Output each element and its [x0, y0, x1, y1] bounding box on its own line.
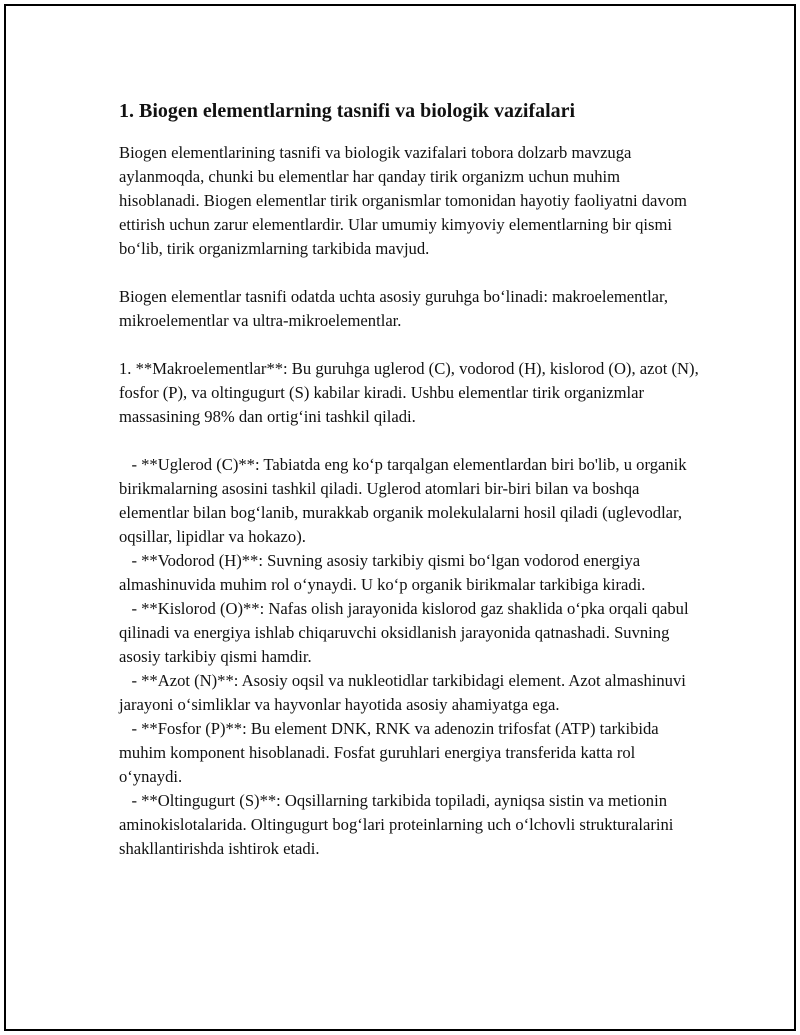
- macroelements-paragraph: 1. **Makroelementlar**: Bu guruhga uglerod (C), vodorod (H), kislorod (O), azot (N), fosfor (P), va oltingugurt (S) kabilar kiradi. Ushbu elementlar tirik organizmlar massasining 98% dan ortig‘ini tashkil qiladi.: [119, 359, 703, 426]
- paragraph-gap: [119, 333, 699, 357]
- list-item-phosphorus: - **Fosfor (P)**: Bu element DNK, RNK va adenozin trifosfat (ATP) tarkibida muhim komponent hisoblanadi. Fosfat guruhlari energiya transferida katta rol o‘ynaydi.: [119, 719, 663, 786]
- paragraph-gap: [119, 261, 699, 285]
- list-item-sulfur: - **Oltingugurt (S)**: Oqsillarning tarkibida topiladi, ayniqsa sistin va metionin aminokislotalarida. Oltingugurt bog‘lari proteinlarning uch o‘lchovli strukturalarini shakllantirishda ishtirok etadi.: [119, 791, 678, 858]
- list-item-nitrogen: - **Azot (N)**: Asosiy oqsil va nukleotidlar tarkibidagi element. Azot almashinuvi jarayoni o‘simliklar va hayvonlar hayotida asosiy ahamiyatga ega.: [119, 671, 691, 714]
- paragraph-gap: [119, 429, 699, 453]
- page-frame: [4, 4, 796, 1031]
- intro-paragraph: Biogen elementlarining tasnifi va biologik vazifalari tobora dolzarb mavzuga aylanmoqda, chunki bu elementlar har qanday tirik organizm uchun muhim hisoblanadi. Biogen elementlar tirik organismlar tomonidan hayotiy faoliyatni davom ettirish uchun zarur elementlardir. Ular umumiy kimyoviy elementlarning bir qismi bo‘lib, tirik organizmlarning tarkibida mavjud.: [119, 143, 692, 258]
- list-item-carbon: - **Uglerod (C)**: Tabiatda eng ko‘p tarqalgan elementlardan biri bo'lib, u organik birikmalarning asosini tashkil qiladi. Uglerod atomlari bir-biri bilan va boshqa elementlar bilan bog‘lanib, murakkab organik molekulalarni hosil qiladi (uglevodlar, oqsillar, lipidlar va hokazo).: [119, 455, 691, 546]
- classification-paragraph: Biogen elementlar tasnifi odatda uchta asosiy guruhga bo‘linadi: makroelementlar, mikroelementlar va ultra-mikroelementlar.: [119, 287, 673, 330]
- list-item-hydrogen: - **Vodorod (H)**: Suvning asosiy tarkibiy qismi bo‘lgan vodorod energiya almashinuvida muhim rol o‘ynaydi. U ko‘p organik birikmalar tarkibiga kiradi.: [119, 551, 646, 594]
- section-title: 1. Biogen elementlarning tasnifi va biologik vazifalari: [119, 100, 576, 122]
- list-item-oxygen: - **Kislorod (O)**: Nafas olish jarayonida kislorod gaz shaklida o‘pka orqali qabul qilinadi va energiya ishlab chiqaruvchi oksidlanish jarayonida qatnashadi. Suvning asosiy tarkibiy qismi hamdir.: [119, 599, 693, 666]
- document-body: [119, 97, 703, 861]
